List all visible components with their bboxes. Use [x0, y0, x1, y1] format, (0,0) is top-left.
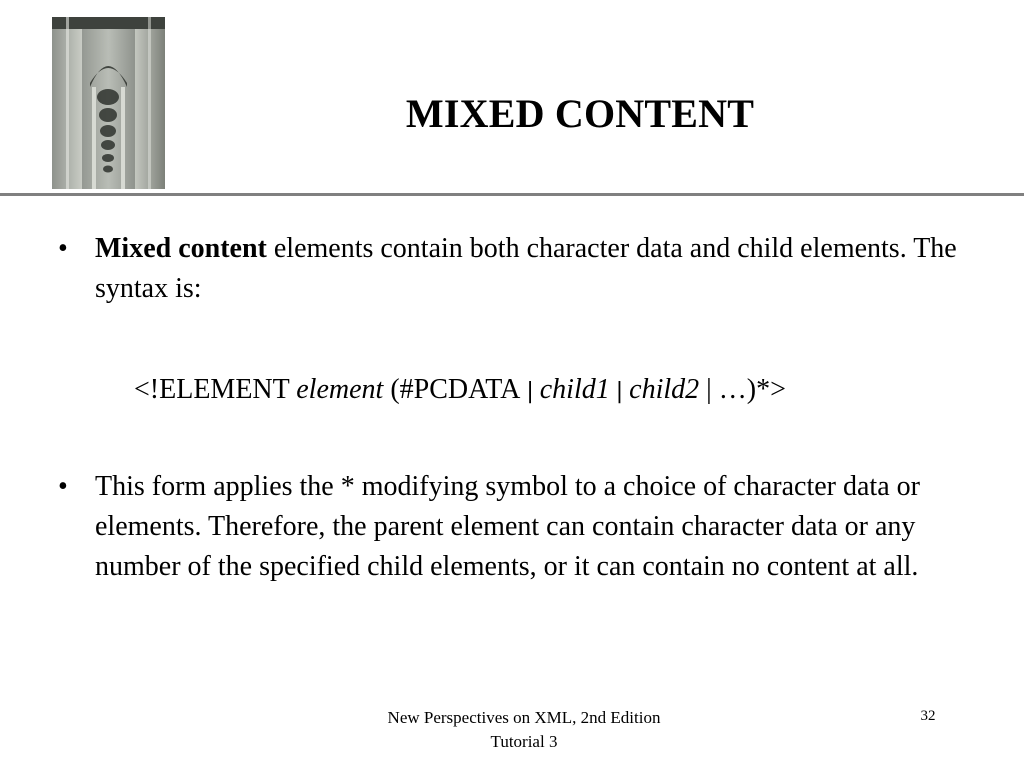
- title-divider: [0, 193, 1024, 196]
- bullet-body: elements contain both character data and child elements. The syntax is:: [95, 233, 957, 304]
- bullet-dot: •: [58, 233, 68, 264]
- bullet-text: This form applies the * modifying symbol to a choice of character data or elements. Therefore, the parent element can contain character data or any number of the specified child elements, or it can contain no content at all.: [95, 471, 920, 582]
- slide-footer: [324, 706, 724, 754]
- syntax-separator: |: [615, 379, 624, 404]
- element-syntax: [134, 370, 786, 412]
- syntax-suffix: …)*>: [718, 374, 786, 405]
- slide-title: MIXED CONTENT: [405, 91, 755, 136]
- footer-tutorial: Tutorial 3: [490, 732, 558, 751]
- bullet-bold-term: Mixed content: [95, 233, 267, 264]
- syntax-element-name: element: [296, 374, 384, 405]
- bullet-text: [95, 229, 958, 309]
- bullet-mixed-content: [58, 229, 958, 309]
- bridge-arches-photo: [52, 17, 165, 189]
- syntax-child2: child2: [629, 374, 700, 405]
- syntax-prefix: <!ELEMENT: [134, 374, 297, 405]
- footer-book-title: New Perspectives on XML, 2nd Edition: [387, 708, 661, 727]
- bullet-form-applies: [58, 467, 958, 587]
- syntax-separator: |: [526, 379, 534, 404]
- syntax-child1: child1: [539, 374, 610, 405]
- page-number: 32: [920, 708, 936, 724]
- bullet-dot: •: [58, 471, 68, 502]
- syntax-pcdata: (#PCDATA: [383, 374, 521, 405]
- syntax-separator-plain: |: [699, 374, 719, 405]
